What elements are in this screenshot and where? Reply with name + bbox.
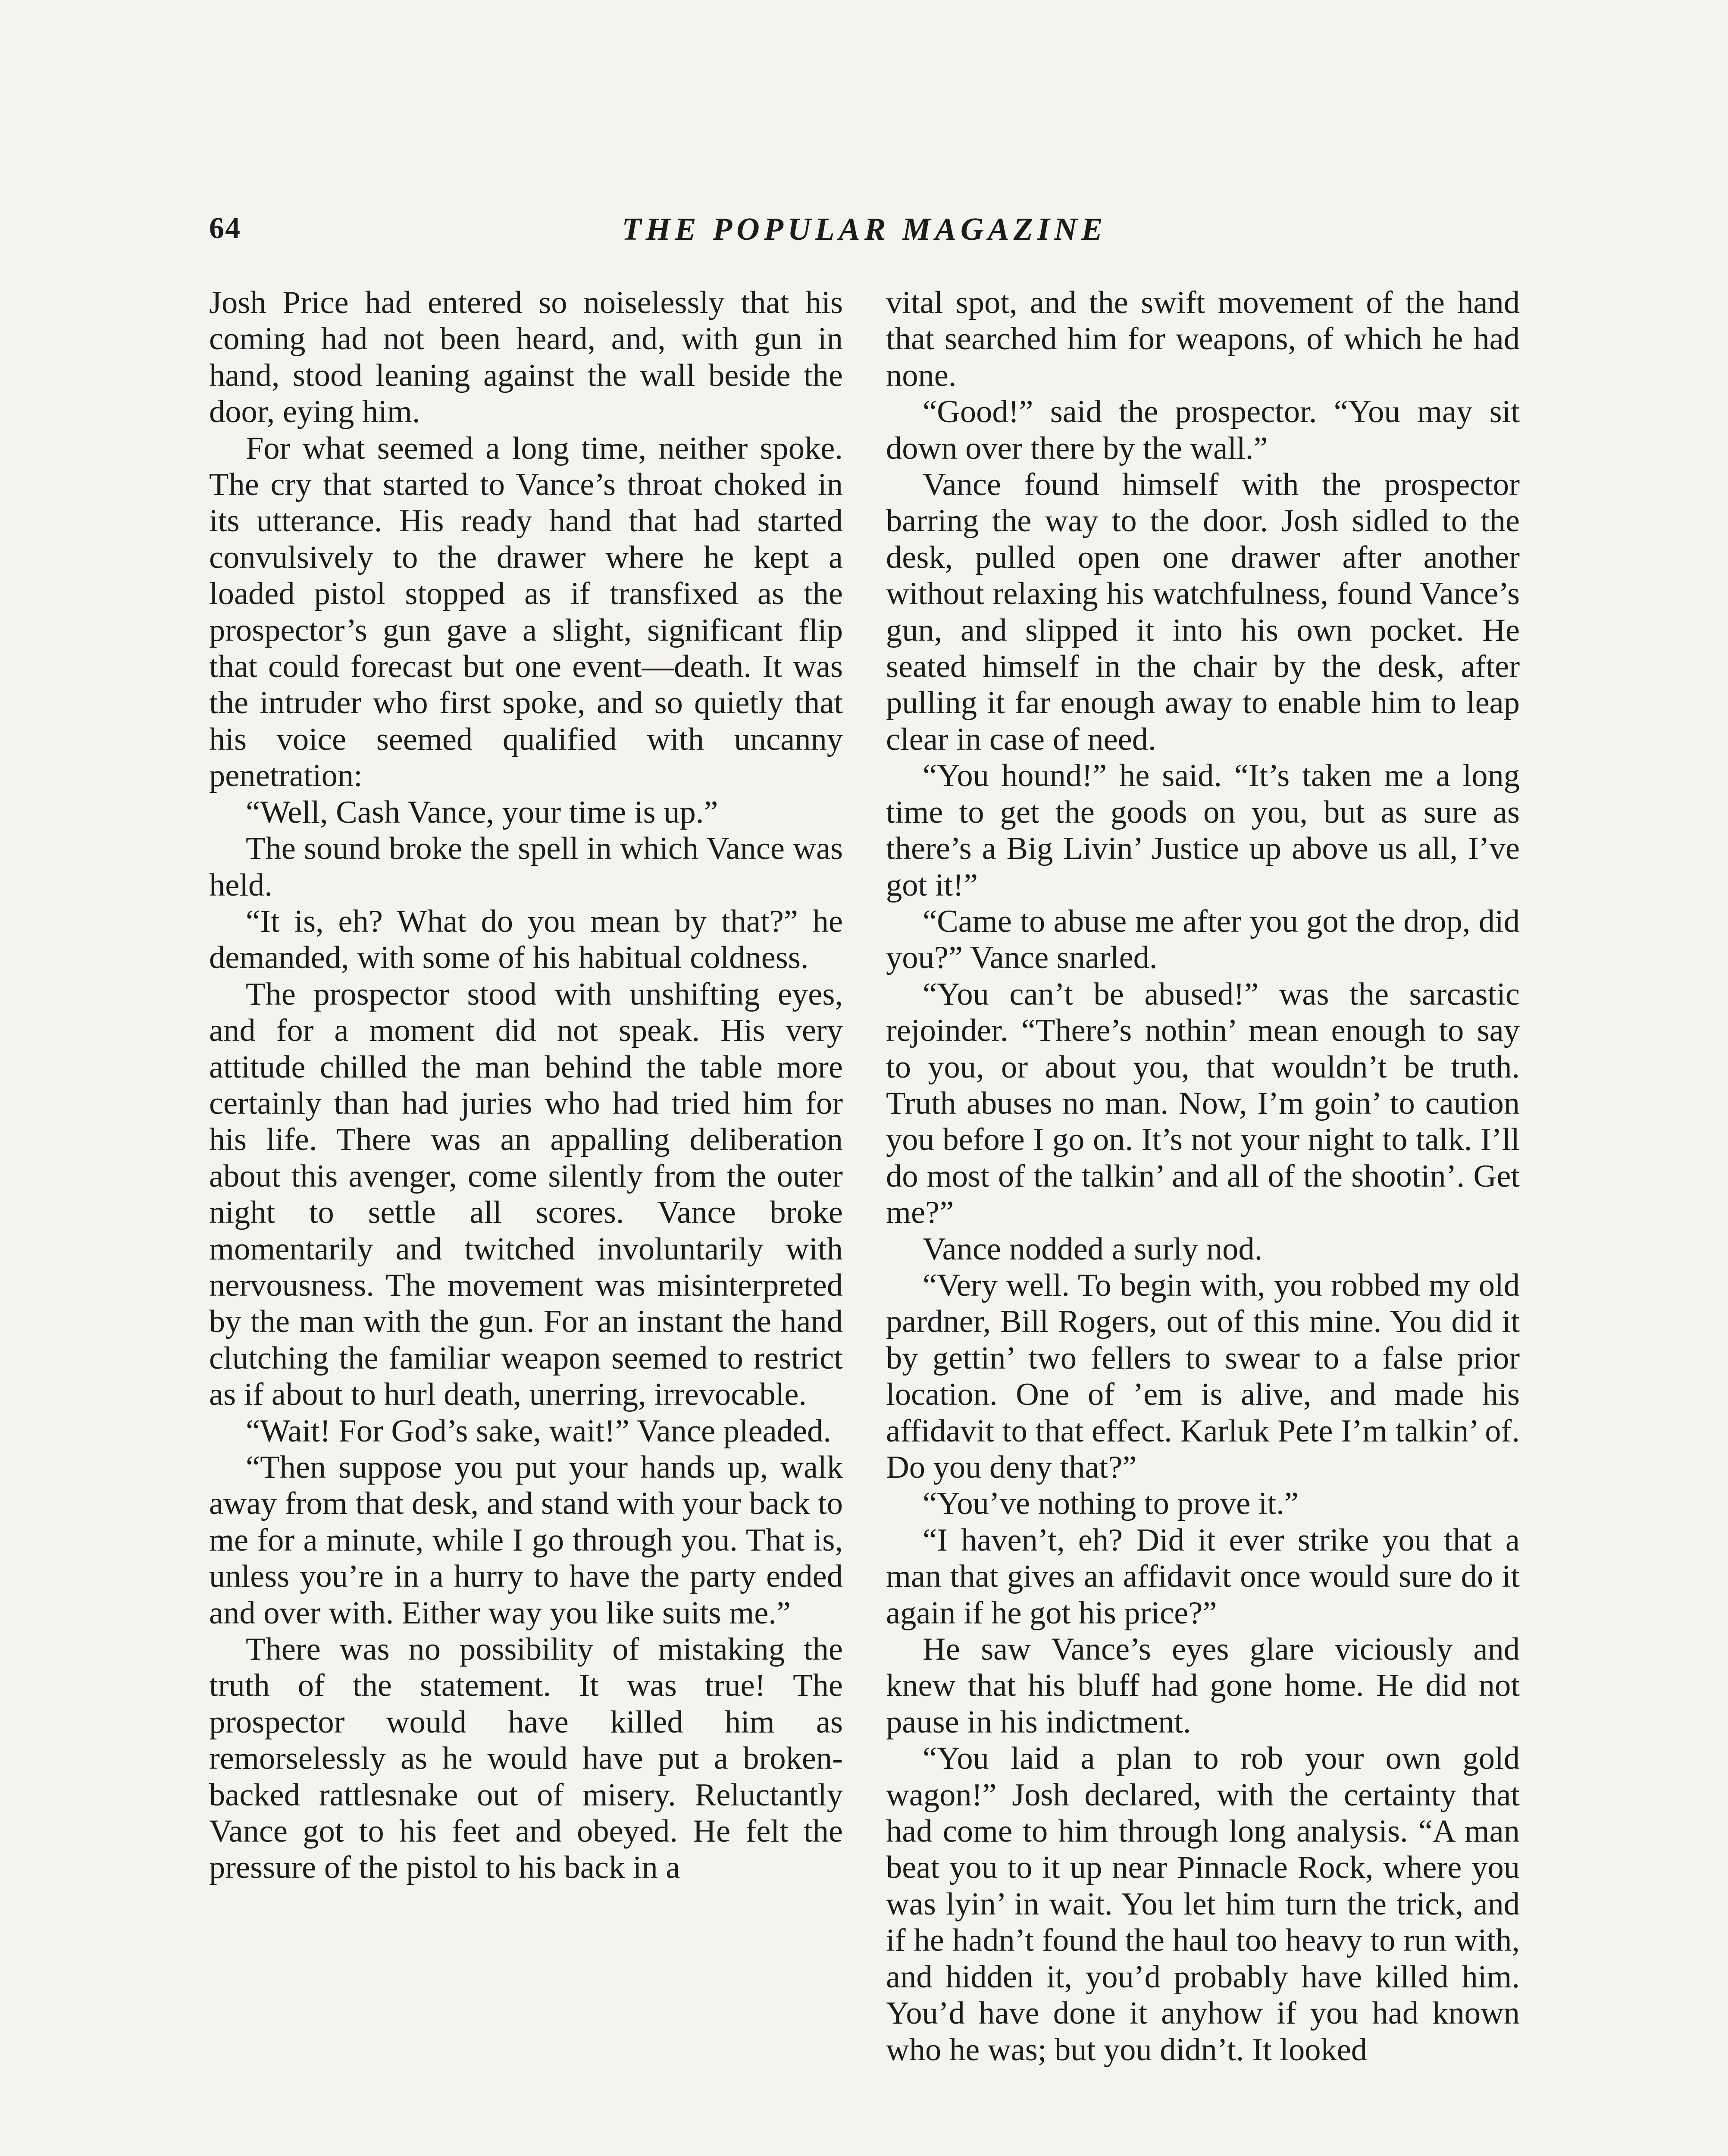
paragraph: Vance found himself with the prospector barring the way to the door. Josh sidled to the desk, pulled open one drawer after another without relaxing his watchfulness, found Vance’s gun, and slipped it into his own pocket. He seated himself in the chair by the desk, after pulling it far enough away to enable him to leap clear in case of need. (886, 467, 1520, 757)
left-column (209, 285, 843, 1886)
paragraph: He saw Vance’s eyes glare viciously and knew that his bluff had gone home. He did not pause in his indictment. (886, 1632, 1520, 1740)
page-header (209, 211, 1520, 259)
paragraph: Josh Price had entered so noiselessly that his coming had not been heard, and, with gun in hand, stood leaning against the wall beside the door, eying him. (209, 285, 843, 430)
running-title: THE POPULAR MAGAZINE (622, 212, 1107, 247)
paragraph: “You’ve nothing to prove it.” (923, 1486, 1299, 1522)
paragraph: “Well, Cash Vance, your time is up.” (246, 794, 718, 830)
paragraph: “Wait! For God’s sake, wait!” Vance pleaded. (246, 1413, 831, 1449)
paragraph: “Came to abuse me after you got the drop, did you?” Vance snarled. (886, 903, 1520, 976)
paragraph: The prospector stood with unshifting eyes, and for a moment did not speak. His very attitude chilled the man behind the table more certainly than had juries who had tried him for his life. There was an appalling deliberation about this avenger, come silently from the outer night to settle all scores. Vance broke momentarily and twitched involuntarily with nervousness. The movement was misinterpreted by the man with the gun. For an instant the hand clutching the familiar weapon seemed to restrict as if about to hurl death, unerring, irrevocable. (209, 976, 843, 1413)
page-number: 64 (209, 212, 241, 245)
paragraph: “You laid a plan to rob your own gold wagon!” Josh declared, with the certainty that had come to him through long analysis. “A man beat you to it up near Pinnacle Rock, where you was lyin’ in wait. You let him turn the trick, and if he hadn’t found the haul too heavy to run with, and hidden it, you’d probably have killed him. You’d have done it anyhow if you had known who he was; but you didn’t. It looked (886, 1741, 1520, 2068)
paragraph: “Good!” said the prospector. “You may sit down over there by the wall.” (886, 394, 1520, 466)
paragraph: “You can’t be abused!” was the sarcastic rejoinder. “There’s nothin’ mean enough to say to you, or about you, that wouldn’t be truth. Truth abuses no man. Now, I’m goin’ to caution you before I go on. It’s not your night to talk. I’ll do most of the talkin’ and all of the shootin’. Get me?” (886, 976, 1520, 1231)
paragraph: “I haven’t, eh? Did it ever strike you that a man that gives an affidavit once would sure do it again if he got his price?” (886, 1522, 1520, 1631)
paragraph: Vance nodded a surly nod. (923, 1231, 1263, 1267)
paragraph: “Very well. To begin with, you robbed my old pardner, Bill Rogers, out of this mine. You did it by gettin’ two fellers to swear to a false prior location. One of ’em is alive, and made his affidavit to that effect. Karluk Pete I’m talkin’ of. Do you deny that?” (886, 1267, 1520, 1485)
paragraph: “It is, eh? What do you mean by that?” he demanded, with some of his habitual coldness. (209, 903, 843, 976)
paragraph: The sound broke the spell in which Vance was held. (209, 831, 843, 903)
paragraph: “Then suppose you put your hands up, walk away from that desk, and stand with your back to me for a minute, while I go through you. That is, unless you’re in a hurry to have the party ended and over with. Either way you like suits me.” (209, 1450, 843, 1631)
paragraph: For what seemed a long time, neither spoke. The cry that started to Vance’s throat choked in its utterance. His ready hand that had started convulsively to the drawer where he kept a loaded pistol stopped as if transfixed as the prospector’s gun gave a slight, significant flip that could forecast but one event—death. It was the intruder who first spoke, and so quietly that his voice seemed qualified with uncanny penetration: (209, 430, 843, 794)
paragraph: There was no possibility of mistaking the truth of the statement. It was true! The prospector would have killed him as remorselessly as he would have put a broken-backed rattlesnake out of misery. Reluctantly Vance got to his feet and obeyed. He felt the pressure of the pistol to his back in a (209, 1632, 843, 1886)
right-column (886, 285, 1520, 2068)
paragraph: “You hound!” he said. “It’s taken me a long time to get the goods on you, but as sure as there’s a Big Livin’ Justice up above us all, I’ve got it!” (886, 758, 1520, 903)
paragraph: vital spot, and the swift movement of the hand that searched him for weapons, of which he had none. (886, 285, 1520, 393)
